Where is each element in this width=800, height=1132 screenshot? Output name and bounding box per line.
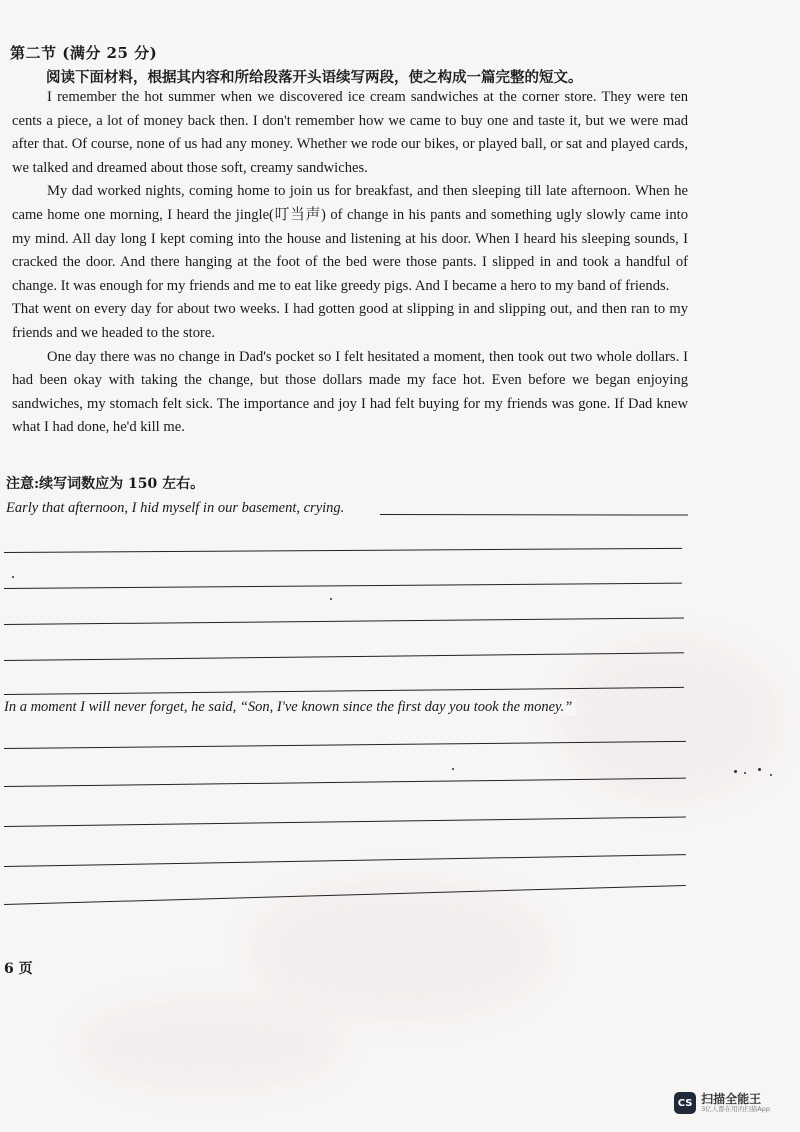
watermark-text xyxy=(701,1093,770,1113)
scan-speck xyxy=(758,768,761,771)
scan-speck xyxy=(330,598,332,600)
continuation-prompt-1: Early that afternoon, I hid myself in our basement, crying. xyxy=(6,500,348,517)
writing-line[interactable] xyxy=(4,778,686,787)
passage-paragraph-2: My dad worked nights, coming home to join us for breakfast, and then sleeping till late afternoon. When he came home one morning, I heard the jingle(叮当声) of change in his pants and something ugly slowly came into my mind. All day long I kept coming into the house and listening at his door. When I heard his sleeping sounds, I cracked the door. And there hanging at the foot of the bed were those pants. I slipped in and took a handful of change. It was enough for my friends and me to eat like greedy pigs. And I became a hero to my band of friends. xyxy=(12,183,688,294)
scan-speck xyxy=(744,772,746,774)
section-instruction: 阅读下面材料，根据其内容和所给段落开头语续写两段，使之构成一篇完整的短文。 xyxy=(46,69,583,86)
writing-line[interactable] xyxy=(380,514,688,516)
word-count-note: 注意:续写词数应为 150 左右。 xyxy=(6,476,205,492)
writing-line[interactable] xyxy=(4,583,682,589)
writing-line[interactable] xyxy=(4,854,686,867)
paper-stain xyxy=(250,880,550,1020)
writing-line[interactable] xyxy=(4,548,682,553)
writing-line[interactable] xyxy=(4,816,686,827)
passage-paragraph-3: That went on every day for about two weeks. I had gotten good at slipping in and slipping out, and then ran to my friends and we headed to the store. xyxy=(12,301,688,341)
paper-stain xyxy=(80,1000,340,1090)
scan-speck xyxy=(734,770,737,773)
scanner-watermark xyxy=(674,1092,770,1114)
scan-speck xyxy=(770,774,772,776)
continuation-prompt-2: In a moment I will never forget, he said, “Son, I've known since the first day you took the money.” xyxy=(4,699,576,716)
scan-speck xyxy=(452,768,454,770)
writing-line[interactable] xyxy=(4,617,684,625)
section-title: 第二节 (满分 25 分) xyxy=(10,44,158,62)
camscanner-logo-icon: CS xyxy=(674,1092,696,1114)
scan-speck xyxy=(12,576,14,578)
passage-paragraph-1: I remember the hot summer when we discovered ice cream sandwiches at the corner store. They were ten cents a piece, a lot of money back then. I don't remember how we came to buy one and taste it, but we were mad after that. Of course, none of us had any money. Whether we rode our bikes, or played ball, or sat and played cards, we talked and dreamed about those soft, creamy sandwiches. xyxy=(12,89,688,176)
passage-paragraph-4: One day there was no change in Dad's pocket so I felt hesitated a moment, then took out two whole dollars. I had been okay with taking the change, but those dollars made my face hot. Even before we began enjoying sandwiches, my stomach felt sick. The importance and joy I had felt buying for my friends was gone. If Dad knew what I had done, he'd kill me. xyxy=(12,348,688,436)
writing-line[interactable] xyxy=(4,652,684,661)
watermark-tagline: 3亿人都在用的扫描App xyxy=(701,1105,770,1114)
reading-passage xyxy=(12,86,688,440)
paper-stain xyxy=(560,640,780,800)
watermark-app-name: 扫描全能王 xyxy=(701,1091,762,1106)
page-number: 6 页 xyxy=(4,961,33,977)
